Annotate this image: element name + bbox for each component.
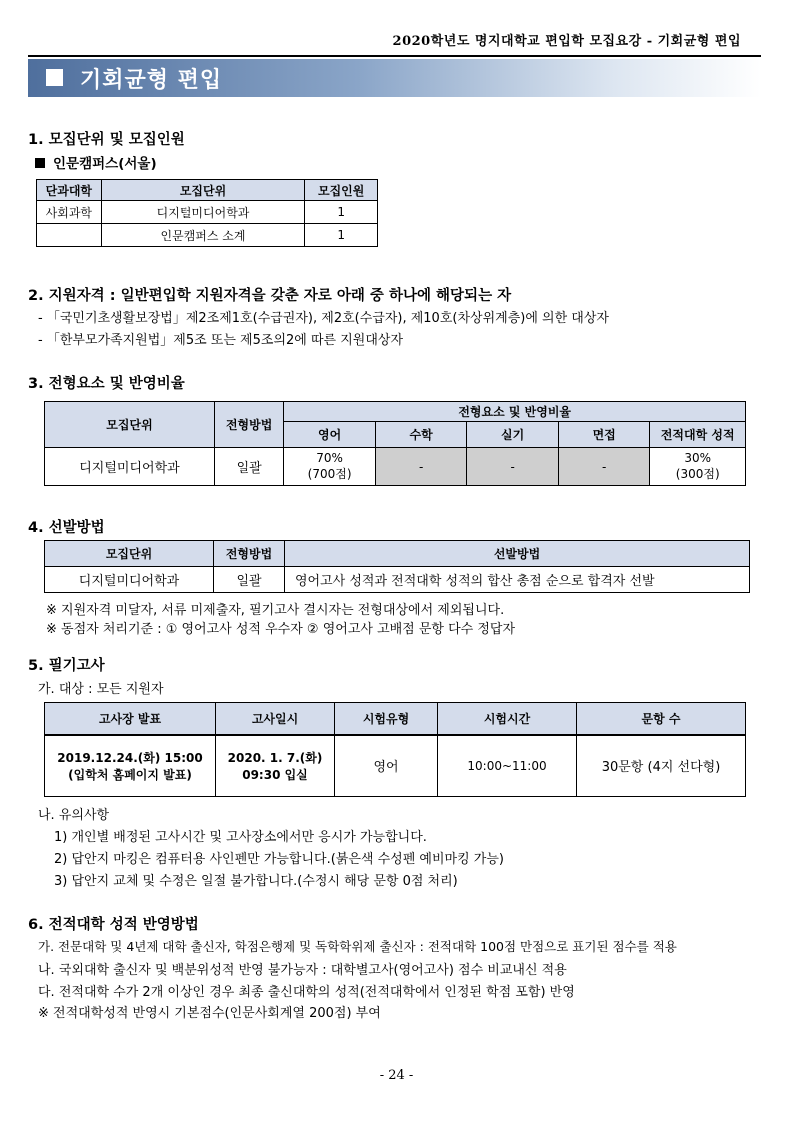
section-2-heading: 2. 지원자격 : 일반편입학 지원자격을 갖춘 자로 아래 중 하나에 해당되는 자 [28,288,512,304]
table-header: 모집단위 [101,180,305,201]
table-cell: 인문캠퍼스 소계 [101,224,305,247]
exam-table [44,702,746,797]
selection-table [44,540,750,593]
section-3-heading: 3. 전형요소 및 반영비율 [28,376,185,392]
grade-item: 다. 전적대학 수가 2개 이상인 경우 최종 출신대학의 성적(전적대학에서 인정된 학점 포함) 반영 [38,985,575,1000]
table-cell: 사회과학 [37,201,102,224]
note-line: 3) 답안지 교체 및 수정은 일절 불가합니다.(수정시 해당 문항 0점 처리) [54,874,458,889]
table-header: 실기 [467,422,559,448]
table-header: 전형요소 및 반영비율 [284,402,746,422]
exam-checkin: 09:30 입실 [242,767,308,782]
table-cell: 영어고사 성적과 전적대학 성적의 합산 총점 순으로 합격자 선발 [285,567,750,593]
grade-item: 가. 전문대학 및 4년제 대학 출신자, 학점은행제 및 독학학위제 출신자 : 전적대학 100점 만점으로 표기된 점수를 적용 [38,939,677,954]
table-cell [45,735,216,797]
quota-table [36,179,378,247]
page-number: - 24 - [379,1068,414,1083]
eligibility-item: - 「국민기초생활보장법」제2조제1호(수급권자), 제2호(수급자), 제10호(차상위계층)에 의한 대상자 [38,311,609,326]
prior-percent: 30% [684,451,712,465]
section-5-heading: 5. 필기고사 [28,658,105,674]
square-bullet-icon [35,158,45,168]
table-header: 전형방법 [214,541,285,567]
table-cell: 10:00~11:00 [438,735,577,797]
table-cell: 영어 [335,735,438,797]
table-cell: 디지털미디어학과 [45,567,214,593]
page-header: 2020학년도 명지대학교 편입학 모집요강 - 기회균형 편입 [392,34,741,49]
table-header: 모집인원 [305,180,378,201]
table-cell: 일괄 [214,448,283,486]
table-header: 시험시간 [438,703,577,735]
prior-points: (300점) [675,467,720,481]
english-points: (700점) [307,467,352,481]
table-header: 전적대학 성적 [650,422,746,448]
grade-item: 나. 국외대학 출신자 및 백분위성적 반영 불가능자 : 대학별고사(영어고사) 점수 비교내신 적용 [38,963,567,978]
table-cell: - [375,448,467,486]
header-rule [28,55,761,57]
section-1-heading: 1. 모집단위 및 모집인원 [28,132,185,148]
table-cell: 디지털미디어학과 [45,448,215,486]
exam-target: 가. 대상 : 모든 지원자 [38,682,164,697]
note-line: 2) 답안지 마킹은 컴퓨터용 사인펜만 가능합니다.(붉은색 수성펜 예비마킹 가능) [54,852,504,867]
exam-date: 2020. 1. 7.(화) [227,750,323,765]
note-line: 1) 개인별 배정된 고사시간 및 고사장소에서만 응시가 가능합니다. [54,830,427,845]
section-banner [28,59,761,97]
table-cell [37,224,102,247]
table-header: 고사장 발표 [45,703,216,735]
table-header: 모집단위 [45,402,215,448]
campus-label [35,152,157,172]
table-header: 모집단위 [45,541,214,567]
notes-title: 나. 유의사항 [38,808,110,823]
evaluation-table [44,401,746,486]
table-header: 전형방법 [214,402,283,448]
section-6-heading: 6. 전적대학 성적 반영방법 [28,917,199,933]
banner-title: 기회균형 편입 [80,68,223,93]
table-cell [284,448,376,486]
table-cell: 1 [305,224,378,247]
table-cell: 30문항 (4지 선다형) [577,735,746,797]
table-header: 영어 [284,422,376,448]
table-header: 수학 [375,422,467,448]
english-percent: 70% [316,451,343,465]
eligibility-item: - 「한부모가족지원법」제5조 또는 제5조의2에 따른 지원대상자 [38,333,403,348]
table-header: 문항 수 [577,703,746,735]
table-cell: 1 [305,201,378,224]
table-cell [650,448,746,486]
note-line: ※ 지원자격 미달자, 서류 미제출자, 필기고사 결시자는 전형대상에서 제외됩니다. [46,603,505,618]
table-cell [216,735,335,797]
table-header: 고사일시 [216,703,335,735]
table-cell: - [467,448,559,486]
table-cell: - [558,448,650,486]
table-header: 단과대학 [37,180,102,201]
section-4-heading: 4. 선발방법 [28,520,105,536]
announce-date: 2019.12.24.(화) 15:00 [57,750,203,765]
grade-item: ※ 전적대학성적 반영시 기본점수(인문사회계열 200점) 부여 [38,1006,381,1021]
table-header: 시험유형 [335,703,438,735]
table-cell: 디지털미디어학과 [101,201,305,224]
table-header: 면접 [558,422,650,448]
table-cell: 일괄 [214,567,285,593]
note-line: ※ 동점자 처리기준 : ① 영어고사 성적 우수자 ② 영어고사 고배점 문항 다수 정답자 [46,622,516,637]
campus-text: 인문캠퍼스(서울) [53,156,157,172]
table-header: 선발방법 [285,541,750,567]
announce-note: (입학처 홈페이지 발표) [68,767,192,782]
square-bullet-icon [46,69,63,86]
